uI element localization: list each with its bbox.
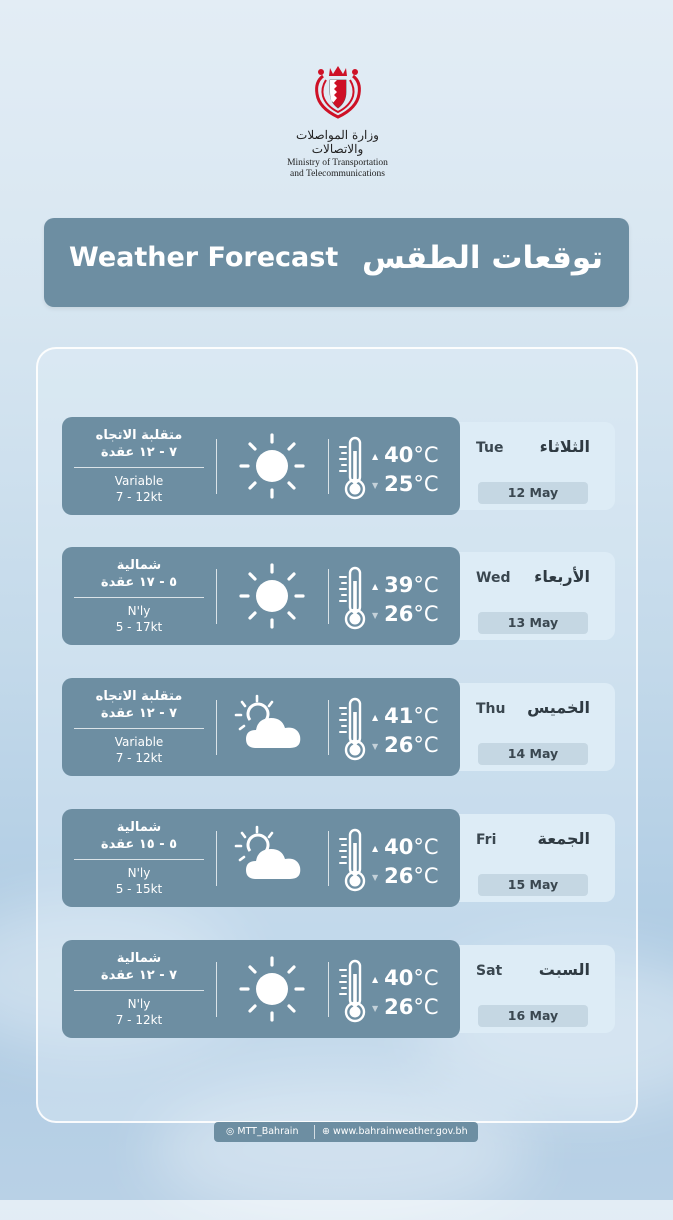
wind-speed-arabic: ٧ - ١٢ عقدة [100, 706, 178, 721]
day-name-english: Tue [476, 440, 504, 456]
day-name-arabic: السبت [538, 960, 590, 979]
footer-divider [314, 1125, 315, 1139]
website-text: www.bahrainweather.gov.bh [333, 1126, 468, 1137]
day-name-english: Wed [476, 570, 511, 586]
day-name-english: Fri [476, 832, 497, 848]
card-divider [328, 439, 329, 494]
down-arrow-icon: ▼ [372, 480, 379, 490]
forecast-row [62, 940, 617, 1038]
up-arrow-icon: ▲ [372, 451, 379, 461]
degree-unit: °C [413, 443, 439, 467]
temp-high-value: 40 [384, 966, 414, 990]
card-divider [328, 831, 329, 886]
wind-info [74, 427, 204, 505]
thermometer-icon [337, 435, 371, 501]
thermometer-icon [337, 696, 371, 762]
date-label: 12 May [478, 482, 588, 504]
wind-speed-arabic: ٥ - ١٧ عقدة [100, 575, 178, 590]
wind-speed-arabic: ٥ - ١٥ عقدة [100, 837, 178, 852]
footer-bar [214, 1122, 478, 1142]
ministry-name-line1: Ministry of Transportation [287, 158, 388, 168]
website-link[interactable] [322, 1126, 468, 1137]
temp-low [372, 733, 439, 757]
up-arrow-icon: ▲ [372, 843, 379, 853]
forecast-card [62, 940, 460, 1038]
temp-low [372, 602, 439, 626]
forecast-row [62, 417, 617, 515]
date-card [442, 814, 615, 902]
down-arrow-icon: ▼ [372, 610, 379, 620]
wind-speed-english: 5 - 17kt [115, 620, 163, 634]
forecast-card [62, 809, 460, 907]
temp-high [372, 835, 439, 859]
ministry-logo [280, 62, 395, 180]
temp-high [372, 704, 439, 728]
down-arrow-icon: ▼ [372, 1003, 379, 1013]
wind-info [74, 688, 204, 766]
wind-divider [74, 597, 204, 598]
up-arrow-icon: ▲ [372, 581, 379, 591]
wind-direction-arabic: متقلبة الاتجاه [95, 689, 183, 704]
title-bar [44, 218, 629, 307]
forecast-row [62, 547, 617, 645]
temp-high [372, 443, 439, 467]
wind-info [74, 557, 204, 635]
partly-cloudy-icon [234, 692, 310, 762]
title-arabic: توقعات الطقس [361, 240, 603, 276]
date-label: 14 May [478, 743, 588, 765]
wind-speed-arabic: ٧ - ١٢ عقدة [100, 968, 178, 983]
degree-unit: °C [413, 602, 439, 626]
date-card [442, 945, 615, 1033]
globe-icon: ⊕ [322, 1126, 330, 1137]
degree-unit: °C [413, 573, 439, 597]
card-divider [216, 569, 217, 624]
forecast-card [62, 547, 460, 645]
wind-direction-arabic: شمالية [116, 558, 162, 573]
temp-high-value: 39 [384, 573, 414, 597]
date-card [442, 683, 615, 771]
card-divider [328, 700, 329, 755]
sun-icon [234, 431, 310, 501]
temp-high-value: 41 [384, 704, 414, 728]
temp-low-value: 26 [384, 995, 414, 1019]
degree-unit: °C [413, 704, 439, 728]
temp-high-value: 40 [384, 443, 414, 467]
thermometer-icon [337, 958, 371, 1024]
down-arrow-icon: ▼ [372, 741, 379, 751]
degree-unit: °C [413, 733, 439, 757]
instagram-icon: ◎ [226, 1126, 235, 1137]
degree-unit: °C [413, 864, 439, 888]
sun-icon [234, 561, 310, 631]
forecast-row [62, 809, 617, 907]
wind-speed-english: 7 - 12kt [115, 751, 163, 765]
date-label: 15 May [478, 874, 588, 896]
card-divider [216, 439, 217, 494]
forecast-card [62, 678, 460, 776]
date-card [442, 552, 615, 640]
forecast-row [62, 678, 617, 776]
temp-low-value: 26 [384, 733, 414, 757]
date-label: 16 May [478, 1005, 588, 1027]
thermometer-icon [337, 565, 371, 631]
wind-direction-arabic: شمالية [116, 820, 162, 835]
wind-direction-english: N'ly [127, 997, 151, 1011]
wind-speed-english: 5 - 15kt [115, 882, 163, 896]
ministry-name-english [280, 158, 395, 180]
instagram-handle[interactable] [226, 1126, 298, 1137]
bahrain-emblem-icon [313, 62, 363, 120]
instagram-text: MTT_Bahrain [237, 1126, 299, 1137]
wind-speed-arabic: ٧ - ١٢ عقدة [100, 445, 178, 460]
wind-direction-arabic: متقلبة الاتجاه [95, 428, 183, 443]
temp-high [372, 573, 439, 597]
day-name-arabic: الأربعاء [534, 567, 590, 586]
temp-low-value: 26 [384, 864, 414, 888]
temp-low-value: 25 [384, 472, 414, 496]
card-divider [216, 831, 217, 886]
day-name-arabic: الخميس [527, 698, 590, 717]
up-arrow-icon: ▲ [372, 712, 379, 722]
card-divider [328, 962, 329, 1017]
wind-direction-english: Variable [114, 474, 164, 488]
wind-direction-english: Variable [114, 735, 164, 749]
degree-unit: °C [413, 995, 439, 1019]
card-divider [216, 700, 217, 755]
wind-direction-english: N'ly [127, 604, 151, 618]
ministry-name-arabic: وزارة المواصلات والاتصالات [296, 128, 379, 156]
wind-divider [74, 728, 204, 729]
date-label: 13 May [478, 612, 588, 634]
degree-unit: °C [413, 966, 439, 990]
title-english: Weather Forecast [69, 242, 339, 273]
wind-info [74, 950, 204, 1028]
wind-direction-arabic: شمالية [116, 951, 162, 966]
temp-high-value: 40 [384, 835, 414, 859]
temp-low [372, 864, 439, 888]
day-name-arabic: الجمعة [537, 829, 590, 848]
partly-cloudy-icon [234, 823, 310, 893]
wind-divider [74, 467, 204, 468]
sun-icon [234, 954, 310, 1024]
day-name-english: Sat [476, 963, 503, 979]
day-name-english: Thu [476, 701, 506, 717]
ministry-name-line2: and Telecommunications [290, 169, 385, 179]
temp-low-value: 26 [384, 602, 414, 626]
wind-divider [74, 990, 204, 991]
wind-divider [74, 859, 204, 860]
degree-unit: °C [413, 472, 439, 496]
temp-low [372, 995, 439, 1019]
card-divider [328, 569, 329, 624]
thermometer-icon [337, 827, 371, 893]
temp-low [372, 472, 439, 496]
day-name-arabic: الثلاثاء [539, 437, 590, 456]
forecast-card [62, 417, 460, 515]
wind-speed-english: 7 - 12kt [115, 490, 163, 504]
degree-unit: °C [413, 835, 439, 859]
down-arrow-icon: ▼ [372, 872, 379, 882]
up-arrow-icon: ▲ [372, 974, 379, 984]
date-card [442, 422, 615, 510]
wind-direction-english: N'ly [127, 866, 151, 880]
card-divider [216, 962, 217, 1017]
wind-speed-english: 7 - 12kt [115, 1013, 163, 1027]
temp-high [372, 966, 439, 990]
wind-info [74, 819, 204, 897]
